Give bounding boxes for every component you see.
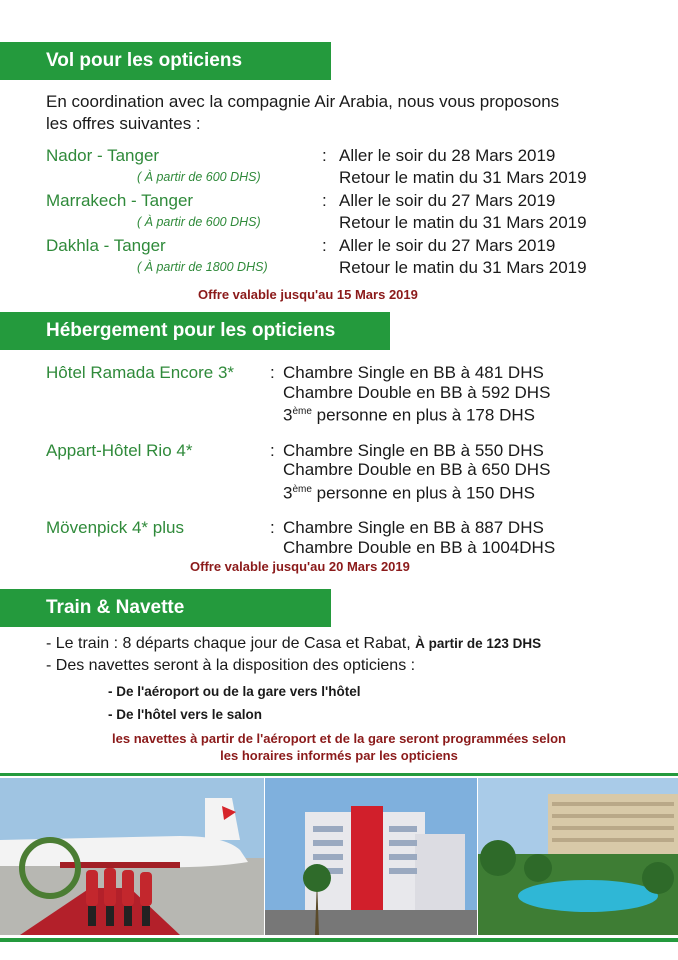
route-return-marrakech: Retour le matin du 31 Mars 2019 — [339, 213, 587, 232]
hotel-movenpick-single: Chambre Single en BB à 887 DHS — [283, 518, 544, 537]
route-name-nador: Nador - Tanger — [46, 146, 160, 165]
bottom-divider — [0, 938, 678, 942]
route-price-marrakech: ( À partir de 600 DHS) — [137, 215, 261, 229]
flight-intro-line2: les offres suivantes : — [46, 114, 201, 133]
hotel-name-ramada: Hôtel Ramada Encore 3* — [46, 363, 235, 382]
shuttle-note-line2: les horaires informés par les opticiens — [220, 748, 458, 763]
route-outbound-marrakech: Aller le soir du 27 Mars 2019 — [339, 191, 556, 210]
train-line: - Le train : 8 départs chaque jour de Casa et Rabat, À partir de 123 DHS — [46, 635, 542, 652]
flight-validity: Offre valable jusqu'au 15 Mars 2019 — [198, 287, 418, 302]
route-return-nador: Retour le matin du 31 Mars 2019 — [339, 168, 587, 187]
shuttle-line: - Des navettes seront à la disposition des opticiens : — [46, 657, 416, 674]
route-outbound-dakhla: Aller le soir du 27 Mars 2019 — [339, 236, 556, 255]
hotel-name-rio: Appart-Hôtel Rio 4* — [46, 441, 193, 460]
route-colon: : — [322, 146, 327, 165]
route-colon: : — [322, 236, 327, 255]
photo-top-divider — [0, 773, 678, 776]
hotel-ramada-extra: 3ème personne en plus à 178 DHS — [283, 405, 535, 425]
route-price-dakhla: ( À partir de 1800 DHS) — [137, 260, 268, 274]
route-outbound-nador: Aller le soir du 28 Mars 2019 — [339, 146, 556, 165]
section-header-flight: Vol pour les opticiens — [0, 42, 331, 80]
hotel-colon: : — [270, 518, 275, 537]
hotel-ramada-single: Chambre Single en BB à 481 DHS — [283, 363, 544, 382]
hotel-name-movenpick: Mövenpick 4* plus — [46, 518, 184, 537]
hotel-rio-double: Chambre Double en BB à 650 DHS — [283, 460, 551, 479]
route-colon: : — [322, 191, 327, 210]
hotel-rio-extra: 3ème personne en plus à 150 DHS — [283, 483, 535, 503]
route-name-marrakech: Marrakech - Tanger — [46, 191, 194, 210]
route-price-nador: ( À partir de 600 DHS) — [137, 170, 261, 184]
shuttle-sub1: - De l'aéroport ou de la gare vers l'hôtel — [108, 684, 361, 699]
route-name-dakhla: Dakhla - Tanger — [46, 236, 166, 255]
hotel-colon: : — [270, 441, 275, 460]
section-header-hotel: Hébergement pour les opticiens — [0, 312, 390, 350]
shuttle-sub2: - De l'hôtel vers le salon — [108, 707, 263, 722]
shuttle-note-line1: les navettes à partir de l'aéroport et de la gare seront programmées selon — [112, 731, 566, 746]
hotel-colon: : — [270, 363, 275, 382]
hotel-rio-single: Chambre Single en BB à 550 DHS — [283, 441, 544, 460]
photo-resort — [478, 778, 678, 935]
photo-airplane — [0, 778, 264, 935]
section-header-train: Train & Navette — [0, 589, 331, 627]
hotel-ramada-double: Chambre Double en BB à 592 DHS — [283, 383, 551, 402]
hotel-movenpick-double: Chambre Double en BB à 1004DHS — [283, 538, 556, 557]
photo-hotel-building — [265, 778, 477, 935]
hotel-validity: Offre valable jusqu'au 20 Mars 2019 — [190, 559, 410, 574]
route-return-dakhla: Retour le matin du 31 Mars 2019 — [339, 258, 587, 277]
flight-intro-line1: En coordination avec la compagnie Air Arabia, nous vous proposons — [46, 92, 560, 111]
